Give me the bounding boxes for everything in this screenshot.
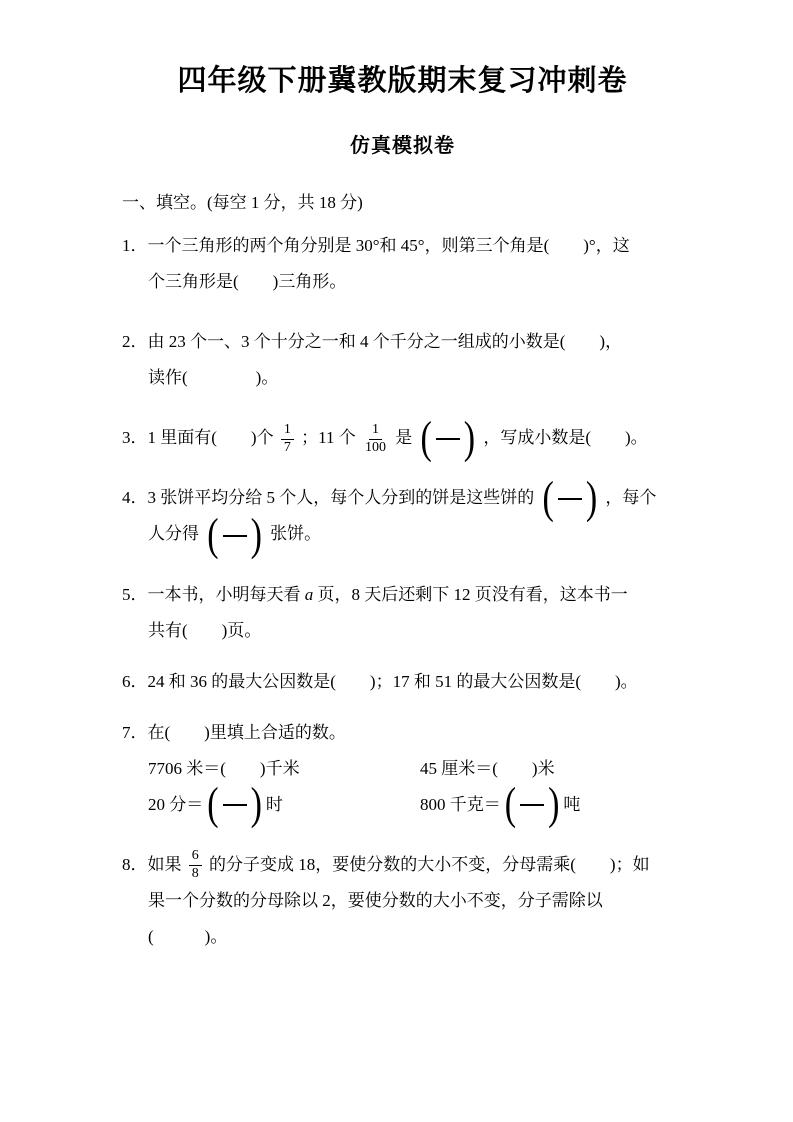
fraction-denominator: 100 [364,439,386,455]
question-7-text-3b: 时 [265,794,283,814]
question-3-text-2: ；11 个 [301,428,356,447]
left-paren-glyph: ( [207,509,219,560]
question-7-conversion-3 [148,778,420,829]
question-5 [122,577,683,649]
right-paren-glyph: ) [250,778,262,829]
question-3-text-3: 是 [395,428,413,447]
question-1-line-1: 1．一个三角形的两个角分别是 30°和 45°，则第三个角是( )°，这 [122,236,630,255]
fraction-answer-blank [504,778,560,829]
question-6 [122,664,683,700]
question-8-line-3: ( )。 [148,926,228,946]
question-3 [122,413,683,464]
fraction-answer-blank [420,413,476,464]
question-4-text-1: 4．3 张饼平均分给 5 个人，每个人分到的饼是这些饼的 [122,488,535,508]
question-5-line-1 [122,577,683,613]
fraction-bar [436,438,460,440]
question-7-conversion-2: 45 厘米＝( )米 [420,758,555,778]
fraction-denominator: 7 [283,439,291,455]
left-paren-glyph: ( [542,473,554,524]
fraction-six-eighths [189,848,202,883]
question-1 [122,228,683,300]
question-3-text-4: ，写成小数是( )。 [483,428,648,447]
fraction-one-hundredth [363,422,388,457]
left-paren-glyph: ( [504,778,517,829]
question-7 [122,715,683,829]
right-paren-glyph: ) [250,509,262,560]
fraction-answer-blank [542,473,598,524]
question-4-text-2: ，每个 [605,488,657,508]
fraction-denominator: 8 [191,866,199,882]
question-7-text-4b: 吨 [563,794,581,814]
question-6-line-1: 6．24 和 36 的最大公因数是( )；17 和 51 的最大公因数是( )。 [122,671,638,691]
question-4-text-3: 人分得 [148,524,199,544]
question-4 [122,473,683,560]
question-7-header: 7．在( )里填上合适的数。 [122,722,346,742]
left-paren-glyph: ( [207,778,219,829]
page-subtitle: 仿真模拟卷 [350,135,455,157]
fraction-bar [520,804,544,806]
question-2 [122,324,683,396]
question-8-text-1: 8．如果 [122,854,182,874]
fraction-bar [223,535,247,537]
variable-a: a [304,584,314,604]
question-7-text-4a: 800 千克＝ [420,794,501,814]
question-4-line-1 [122,473,683,524]
question-5-line-2: 共有( )页。 [148,620,262,640]
question-7-text-3a: 20 分＝ [148,794,204,814]
question-2-line-1: 2．由 23 个一、3 个十分之一和 4 个千分之一组成的小数是( )， [122,332,623,351]
fraction-bar [223,804,247,806]
question-1-line-2: 个三角形是( )三角形。 [148,272,347,291]
question-8-line-1 [122,847,683,883]
question-4-text-4: 张饼。 [270,524,322,544]
question-8-text-2: 的分子变成 18，要使分数的大小不变，分母需乘( )；如 [209,854,650,874]
right-paren-glyph: ) [463,413,476,464]
question-5-text-1: 5．一本书，小明每天看 [122,584,305,604]
fraction-numerator: 1 [369,422,382,440]
question-7-row-2 [122,778,683,829]
question-7-row-1 [122,751,683,787]
fraction-numerator: 6 [189,848,202,866]
section-1-header: 一、填空。(每空 1 分，共 18 分) [122,193,363,212]
question-8 [122,847,683,955]
question-5-text-2: 页，8 天后还剩下 12 页没有看，这本书一 [313,584,628,604]
question-8-line-2: 果一个分数的分母除以 2，要使分数的大小不变，分子需除以 [148,890,603,910]
fraction-one-seventh [281,422,294,457]
left-paren-glyph: ( [420,413,432,464]
question-3-line-1 [122,413,683,464]
question-7-conversion-1: 7706 米＝( )千米 [148,758,300,778]
question-2-line-2: 读作( )。 [148,368,279,387]
question-7-conversion-4 [420,778,581,829]
fraction-bar [558,498,582,500]
fraction-answer-blank [207,509,262,560]
page-title: 四年级下册冀教版期末复习冲刺卷 [177,65,628,97]
right-paren-glyph: ) [585,473,598,524]
question-3-text-1: 3．1 里面有( )个 [122,428,274,447]
question-4-line-2 [148,509,683,560]
fraction-answer-blank [207,778,262,829]
right-paren-glyph: ) [548,778,560,829]
fraction-numerator: 1 [281,422,294,440]
